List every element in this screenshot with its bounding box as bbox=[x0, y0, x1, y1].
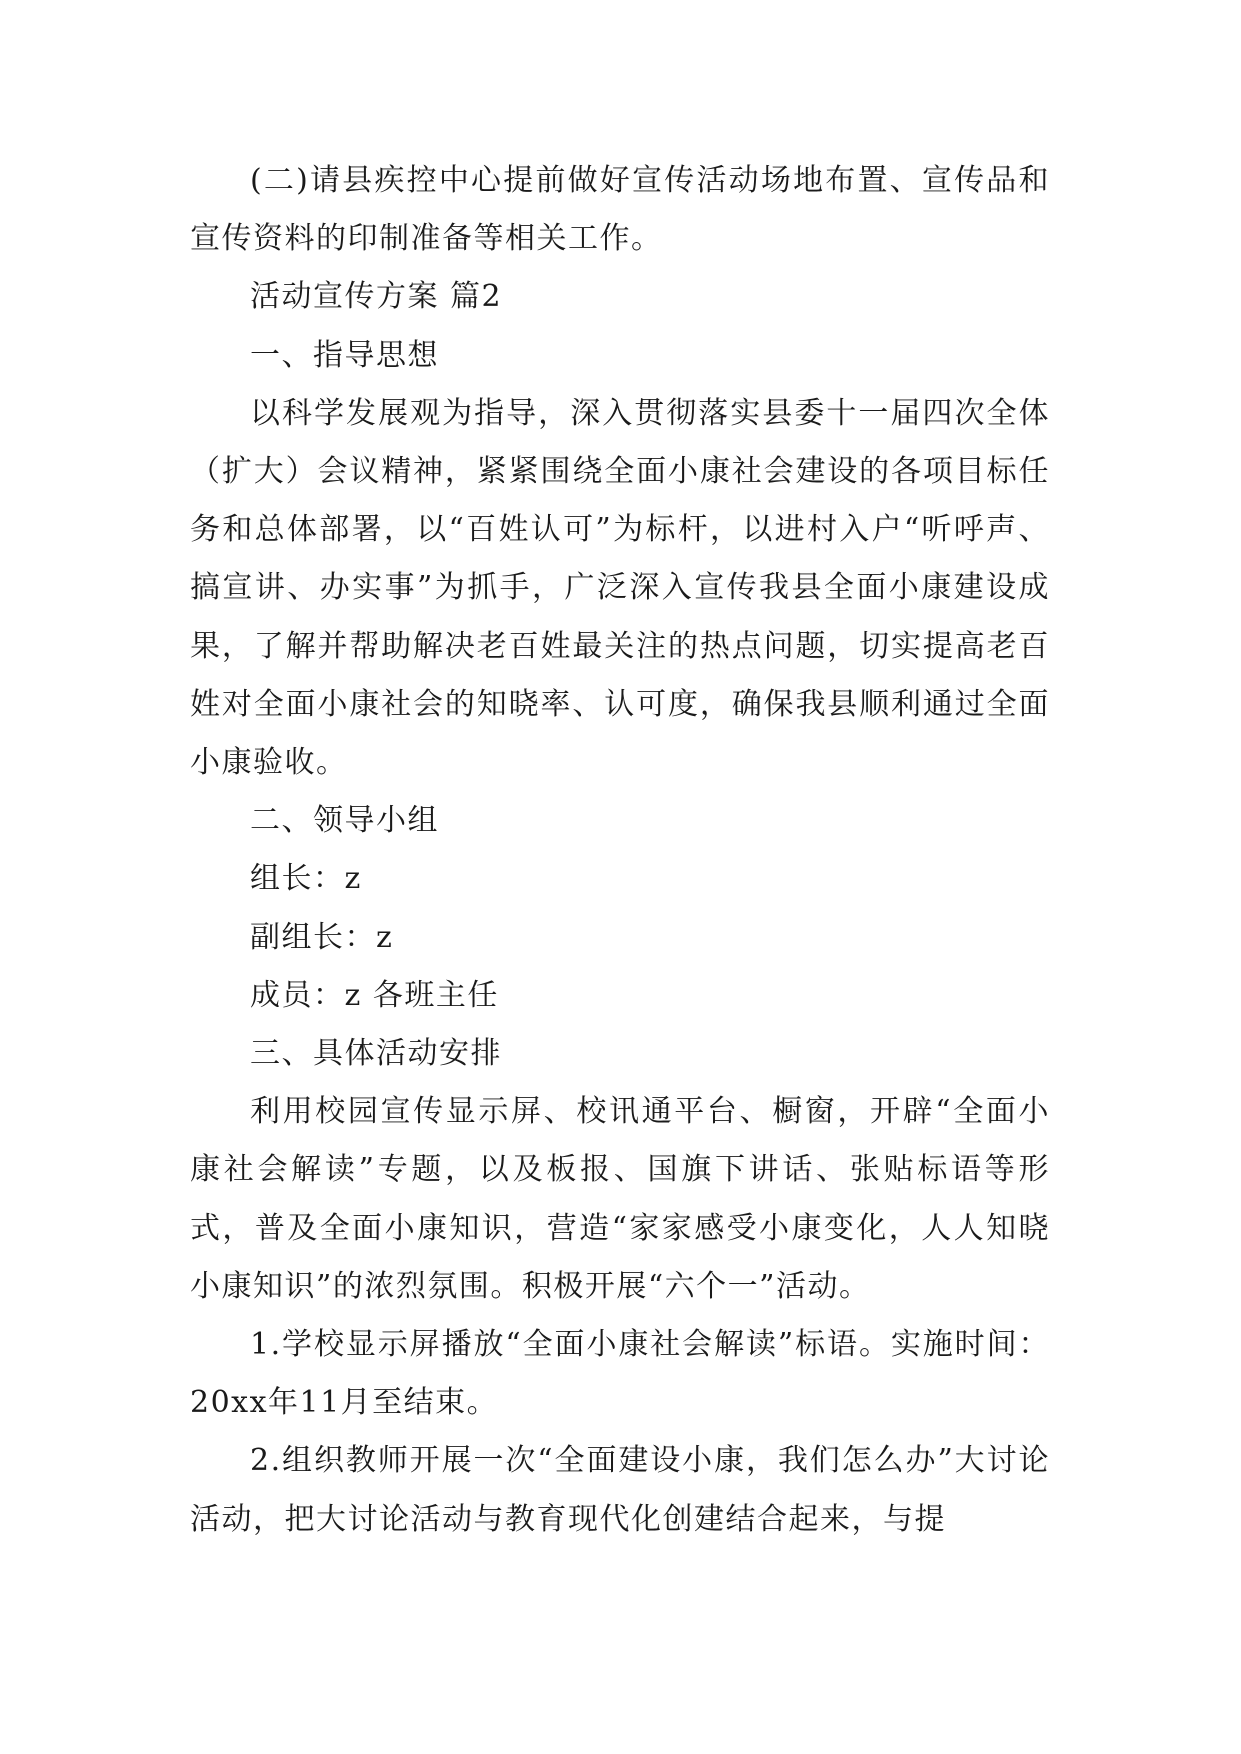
document-body bbox=[190, 152, 1050, 1549]
heading-guiding-ideology: 一、指导思想 bbox=[250, 337, 439, 373]
heading-activity-arrangement: 三、具体活动安排 bbox=[250, 1036, 502, 1072]
members-line: 成员：z 各班主任 bbox=[250, 977, 499, 1013]
group-leader-line: 组长：z bbox=[250, 861, 362, 897]
list-item-1: 1.学校显示屏播放“全面小康社会解读”标语。实施时间：20xx年11月至结束。 bbox=[190, 1327, 1050, 1421]
paragraph-guiding-ideology: 以科学发展观为指导，深入贯彻落实县委十一届四次全体（扩大）会议精神，紧紧围绕全面小康社会建设的各项目标任务和总体部署，以“百姓认可”为标杆，以进村入户“听呼声、搞宣讲、办实事”为抓手，广泛深入宣传我县全面小康建设成果，了解并帮助解决老百姓最关注的热点问题，切实提高老百姓对全面小康社会的知晓率、认可度，确保我县顺利通过全面小康验收。 bbox=[190, 395, 1050, 781]
heading-leading-group: 二、领导小组 bbox=[250, 803, 439, 839]
paragraph-intro-item-2: (二)请县疾控中心提前做好宣传活动场地布置、宣传品和宣传资料的印制准备等相关工作。 bbox=[190, 163, 1050, 257]
list-item-2: 2.组织教师开展一次“全面建设小康，我们怎么办”大讨论活动，把大讨论活动与教育现代化创建结合起来，与提 bbox=[190, 1443, 1050, 1537]
section-title: 活动宣传方案 篇2 bbox=[250, 279, 503, 315]
paragraph-activity-overview: 利用校园宣传显示屏、校讯通平台、橱窗，开辟“全面小康社会解读”专题，以及板报、国旗下讲话、张贴标语等形式，普及全面小康知识，营造“家家感受小康变化，人人知晓小康知识”的浓烈氛围。积极开展“六个一”活动。 bbox=[190, 1094, 1050, 1304]
deputy-leader-line: 副组长：z bbox=[250, 919, 394, 955]
